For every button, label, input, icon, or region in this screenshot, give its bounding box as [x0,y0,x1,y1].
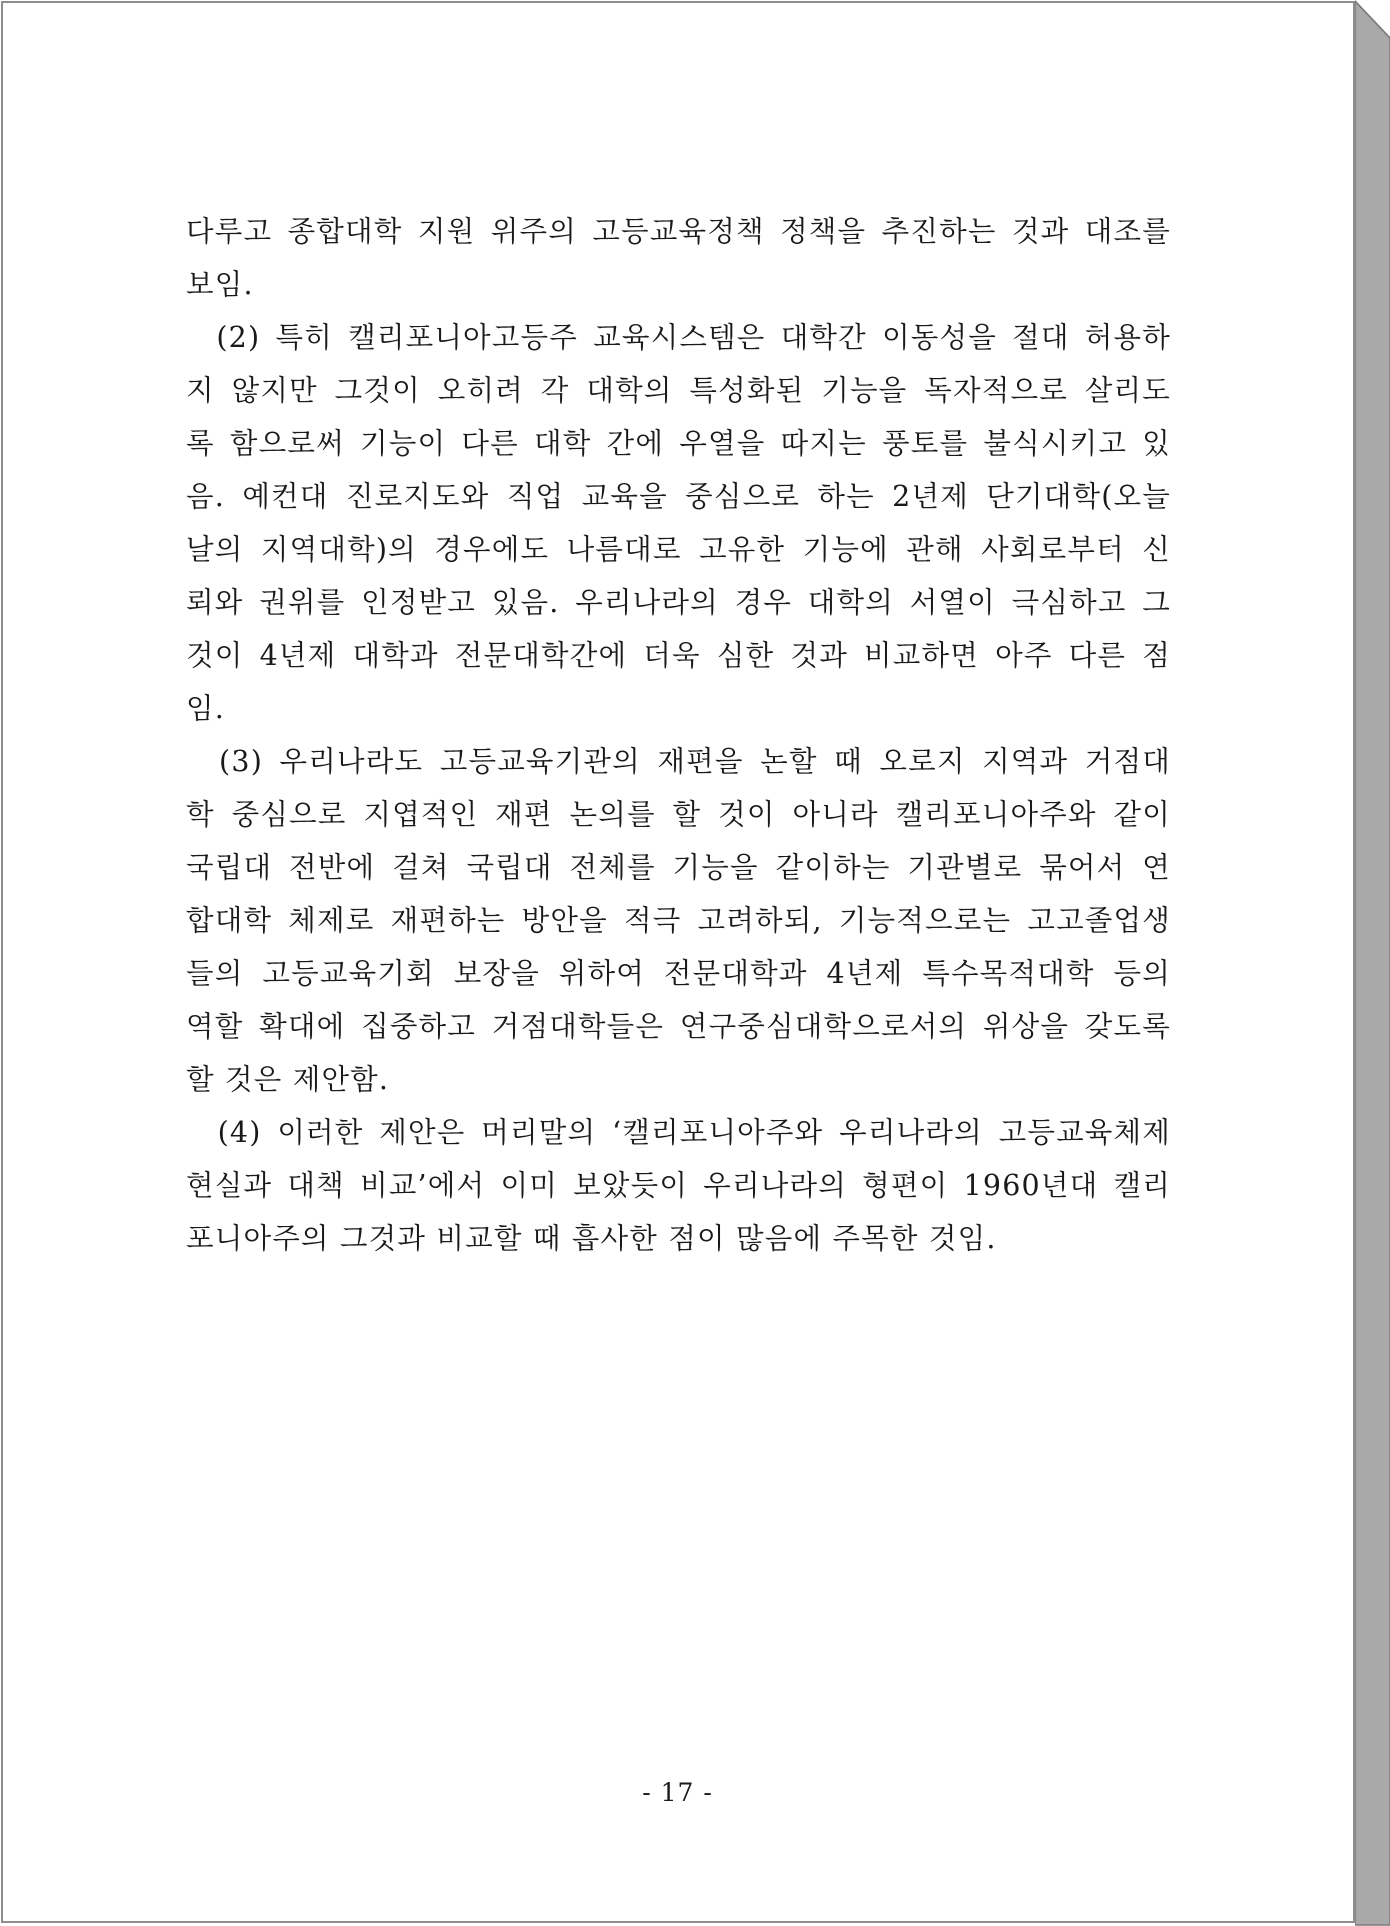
page-edge-shadow [1355,0,1390,1926]
text-line: 합대학 체제로 재편하는 방안을 적극 고려하되, 기능적으로는 고고졸업생 [186,904,1171,937]
paragraph-4-start: (4) 이러한 제안은 머리말의 ‘캘리포니아주와 우리나라의 고등교육체제 [186,1116,1171,1149]
text-line: 포니아주의 그것과 비교할 때 흡사한 점이 많음에 주목한 것임. [186,1222,997,1255]
text-line: 것이 4년제 대학과 전문대학간에 더욱 심한 것과 비교하면 아주 다른 점 [186,639,1171,672]
text-line: 현실과 대책 비교’에서 이미 보았듯이 우리나라의 형편이 1960년대 캘리 [186,1169,1171,1202]
text-line: 들의 고등교육기회 보장을 위하여 전문대학과 4년제 특수목적대학 등의 [186,957,1171,990]
paragraph-2-start: (2) 특히 캘리포니아고등주 교육시스템은 대학간 이동성을 절대 허용하 [186,321,1171,354]
text-line: 뢰와 권위를 인정받고 있음. 우리나라의 경우 대학의 서열이 극심하고 그 [186,586,1171,619]
text-line: 록 함으로써 기능이 다른 대학 간에 우열을 따지는 풍토를 불식시키고 있 [186,427,1171,460]
text-line: 역할 확대에 집중하고 거점대학들은 연구중심대학으로서의 위상을 갖도록 [186,1010,1171,1043]
text-line: 날의 지역대학)의 경우에도 나름대로 고유한 기능에 관해 사회로부터 신 [186,533,1171,566]
paragraph-3-start: (3) 우리나라도 고등교육기관의 재편을 논할 때 오로지 지역과 거점대 [186,745,1171,778]
text-line: 다루고 종합대학 지원 위주의 고등교육정책 정책을 추진하는 것과 대조를 [186,215,1171,248]
text-line: 지 않지만 그것이 오히려 각 대학의 특성화된 기능을 독자적으로 살리도 [186,374,1171,407]
body-text [186,205,1171,1265]
text-line: 보임. [186,268,254,301]
page-number: - 17 - [642,1778,713,1807]
text-line: 학 중심으로 지엽적인 재편 논의를 할 것이 아니라 캘리포니아주와 같이 [186,798,1171,831]
text-line: 임. [186,692,225,725]
text-line: 국립대 전반에 걸쳐 국립대 전체를 기능을 같이하는 기관별로 묶어서 연 [186,851,1171,884]
text-line: 음. 예컨대 진로지도와 직업 교육을 중심으로 하는 2년제 단기대학(오늘 [186,480,1171,513]
text-line: 할 것은 제안함. [186,1063,390,1096]
